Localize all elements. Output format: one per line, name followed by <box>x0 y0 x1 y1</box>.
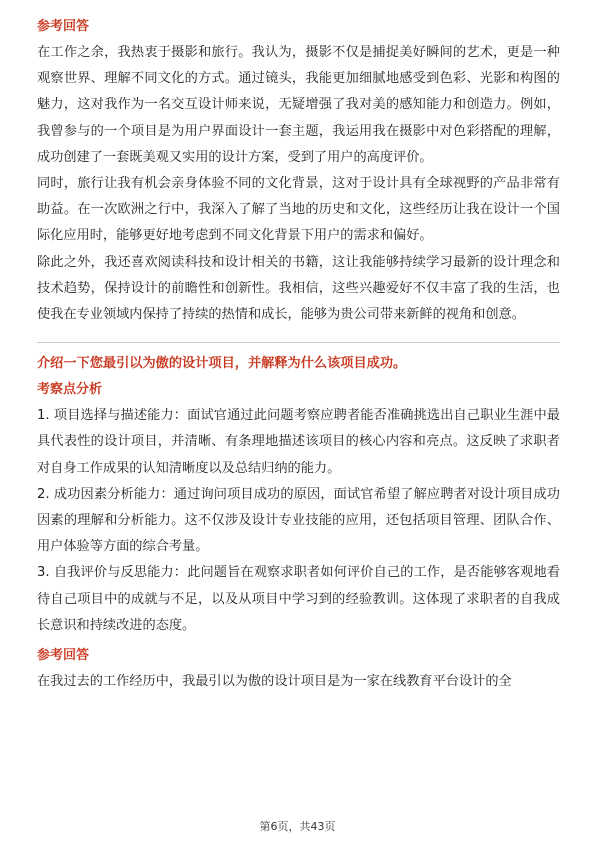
reference-answer-heading: 参考回答 <box>37 19 90 34</box>
document-page <box>37 14 560 695</box>
answer-paragraph-1: 在工作之余，我热衷于摄影和旅行。我认为，摄影不仅是捕捉美好瞬间的艺术，更是一种观察世界、理解不同文化的方式。通过镜头，我能更加细腻地感受到色彩、光影和构图的魅力，这对我作为一名交互设计师来说，无疑增强了我对美的感知能力和创造力。例如，我曾参与的一个项目是为用户界面设计一套主题，我运用我在摄影中对色彩搭配的理解，成功创建了一套既美观又实用的设计方案，受到了用户的高度评价。 <box>37 45 560 165</box>
analysis-heading: 考察点分析 <box>37 382 103 398</box>
answer-paragraph-3: 除此之外，我还喜欢阅读科技和设计相关的书籍，这让我能够持续学习最新的设计理念和技术趋势，保持设计的前瞻性和创新性。我相信，这些兴趣爱好不仅丰富了我的生活，也使我在专业领域内保持了持续的热情和成长，能够为贵公司带来新鲜的视角和创意。 <box>37 254 560 323</box>
analysis-point-1: 1. 项目选择与描述能力：面试官通过此问题考察应聘者能否准确挑选出自己职业生涯中最具代表性的设计项目，并清晰、有条理地描述该项目的核心内容和亮点。这反映了求职者对自身工作成果的认知清晰度以及总结归纳的能力。 <box>37 408 560 476</box>
interview-question: 介绍一下您最引以为傲的设计项目，并解释为什么该项目成功。 <box>37 356 407 372</box>
page-number-footer: 第6页，共43页 <box>259 820 336 833</box>
section-divider <box>37 342 560 343</box>
analysis-point-3: 3. 自我评价与反思能力：此问题旨在观察求职者如何评价自己的工作，是否能够客观地看待自己项目中的成就与不足，以及从项目中学习到的经验教训。这体现了求职者的自我成长意识和持续改进的态度。 <box>37 565 560 633</box>
answer-paragraph-2: 同时，旅行让我有机会亲身体验不同的文化背景，这对于设计具有全球视野的产品非常有助益。在一次欧洲之行中，我深入了解了当地的历史和文化，这些经历让我在设计一个国际化应用时，能够更好地考虑到不同文化背景下用户的需求和偏好。 <box>37 176 560 244</box>
analysis-point-2: 2. 成功因素分析能力：通过询问项目成功的原因，面试官希望了解应聘者对设计项目成功因素的理解和分析能力。这不仅涉及设计专业技能的应用，还包括项目管理、团队合作、用户体验等方面的综合考量。 <box>37 486 560 555</box>
answer-start-paragraph: 在我过去的工作经历中，我最引以为傲的设计项目是为一家在线教育平台设计的全 <box>37 674 512 690</box>
reference-answer-heading-2: 参考回答 <box>37 648 90 664</box>
